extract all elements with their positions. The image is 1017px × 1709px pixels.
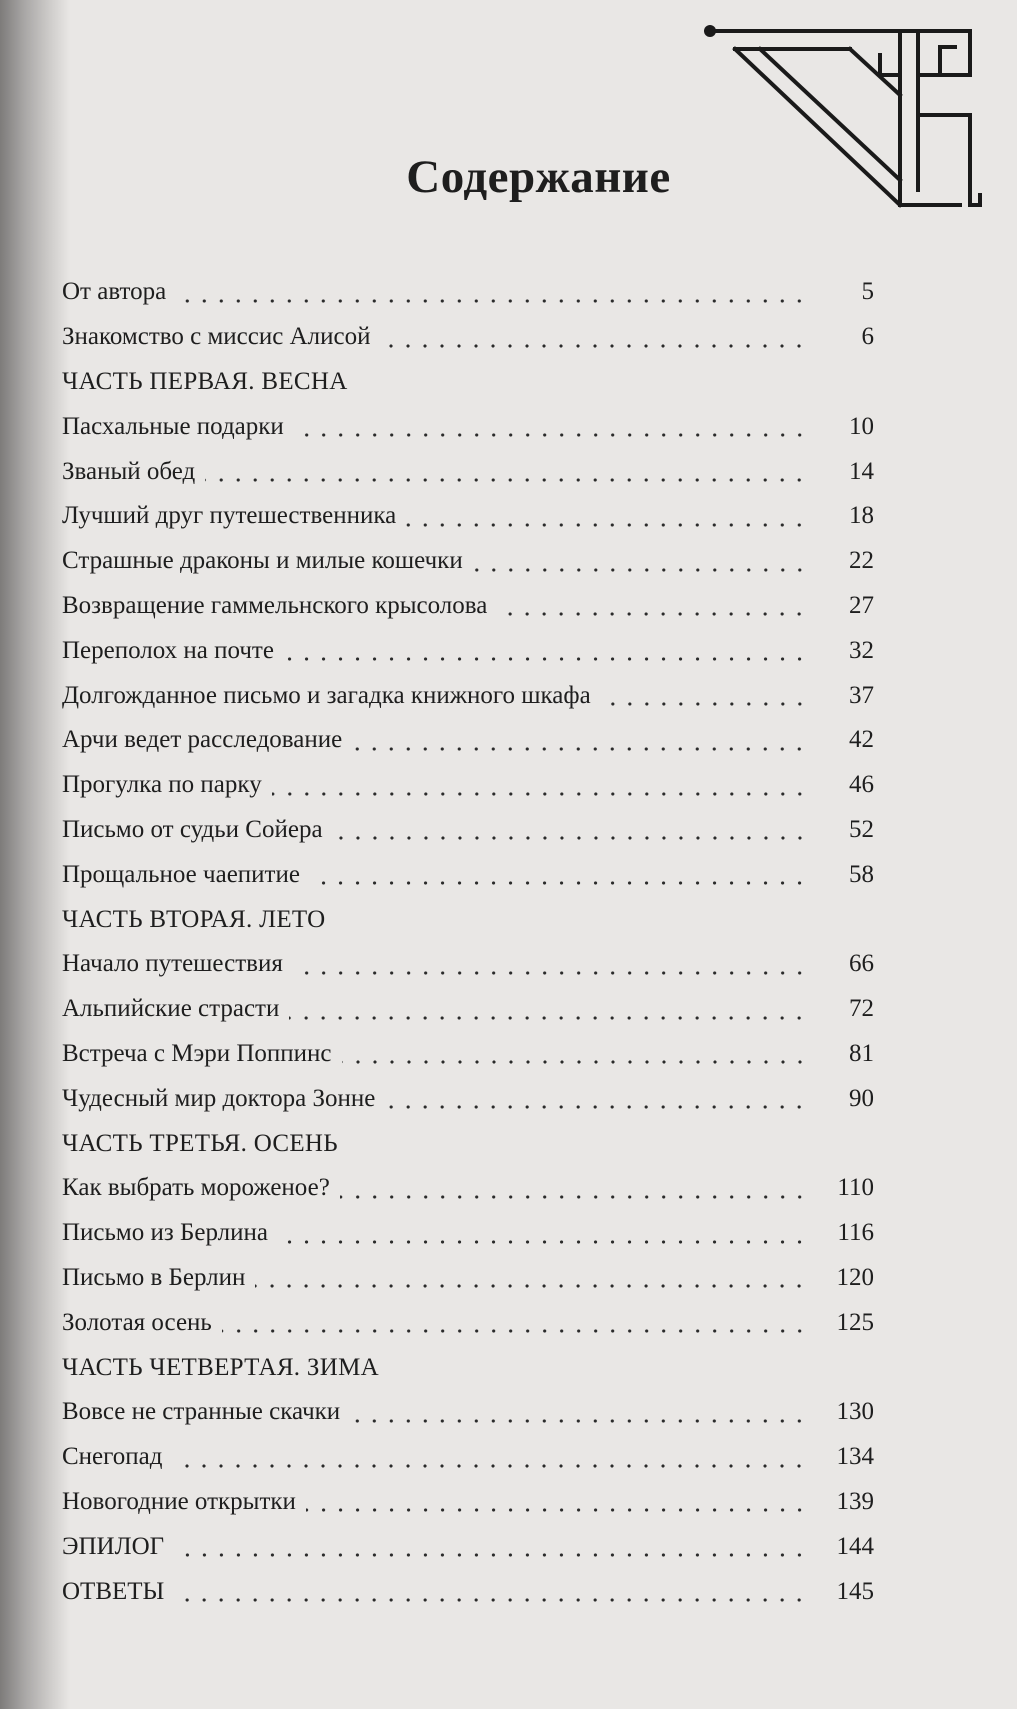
toc-entry [62,584,874,629]
toc-entry-label: Знакомство с миссис Алисой [62,323,371,351]
toc-section-heading [62,1345,874,1390]
toc-page-number: 58 [849,860,874,888]
toc-entry [62,987,874,1032]
toc-entry [62,718,874,763]
toc-entry [62,539,874,584]
dot-leader [350,1400,808,1425]
toc-entry-label: Вовсе не странные скачки [62,1398,341,1426]
toc-entry-label: Письмо в Берлин [62,1263,246,1291]
toc-entry-label: От автора [62,278,167,306]
dot-leader [406,504,808,529]
toc-entry [62,763,874,808]
toc-entry-label: ЧАСТЬ ПЕРВАЯ. ВЕСНА [62,367,348,395]
dot-leader [293,952,808,977]
toc-entry-label: Возвращение гаммельнского крысолова [62,591,488,619]
toc-entry-label: Званый обед [62,457,196,485]
toc-entry [62,1569,874,1614]
dot-leader [306,1489,808,1514]
dot-leader [174,1534,808,1559]
dot-leader [174,1579,808,1604]
dot-leader [294,414,808,439]
dot-leader [272,773,808,798]
dot-leader [342,1041,809,1066]
toc-entry-label: Альпийские страсти [62,995,280,1023]
toc-entry-label: Письмо от судьи Сойера [62,815,323,843]
toc-entry-label: Арчи ведет расследование [62,726,343,754]
toc-entry [62,1435,874,1480]
toc-entry [62,942,874,987]
toc-entry-label: ЭПИЛОГ [62,1532,165,1560]
toc-entry-label: ЧАСТЬ ВТОРАЯ. ЛЕТО [62,905,326,933]
toc-page-number: 116 [837,1219,874,1247]
table-of-contents [62,270,874,1614]
toc-entry-label: Встреча с Мэри Поппинс [62,1039,332,1067]
toc-entry-label: Снегопад [62,1443,163,1471]
toc-section-heading [62,1121,874,1166]
toc-page-number: 66 [849,950,874,978]
toc-page-number: 22 [849,547,874,575]
toc-entry-label: Долгожданное письмо и загадка книжного шкафа [62,681,591,709]
toc-entry-label: Переполох на почте [62,636,274,664]
dot-leader [172,1445,808,1470]
toc-page-number: 42 [849,726,874,754]
toc-page-number: 145 [836,1577,874,1605]
toc-entry [62,1076,874,1121]
toc-entry-label: Страшные драконы и милые кошечки [62,547,463,575]
book-gutter-shadow [0,0,70,1709]
dot-leader [497,593,808,618]
toc-entry [62,1166,874,1211]
dot-leader [255,1265,808,1290]
toc-entry-label: Пасхальные подарки [62,412,284,440]
toc-entry [62,808,874,853]
toc-entry [62,1390,874,1435]
dot-leader [352,728,808,753]
toc-entry-label: Новогодние открытки [62,1487,296,1515]
dot-leader [333,817,808,842]
toc-page-number: 81 [849,1039,874,1067]
toc-entry [62,315,874,360]
toc-page-number: 37 [849,681,874,709]
toc-page-number: 134 [836,1443,874,1471]
toc-entry [62,1032,874,1077]
toc-entry [62,404,874,449]
toc-page-number: 125 [836,1308,874,1336]
dot-leader [340,1176,808,1201]
toc-page-number: 14 [849,457,874,485]
toc-entry [62,1480,874,1525]
toc-entry [62,449,874,494]
toc-entry-label: ЧАСТЬ ТРЕТЬЯ. ОСЕНЬ [62,1129,338,1157]
toc-entry [62,673,874,718]
toc-entry [62,628,874,673]
toc-entry-label: Чудесный мир доктора Зонне [62,1084,376,1112]
dot-leader [222,1310,808,1335]
toc-entry-label: Прогулка по парку [62,771,262,799]
toc-entry [62,1211,874,1256]
toc-page-number: 6 [861,323,874,351]
toc-page-number: 32 [849,636,874,664]
toc-section-heading [62,897,874,942]
toc-page-number: 144 [836,1532,874,1560]
toc-section-heading [62,360,874,405]
toc-entry-label: ЧАСТЬ ЧЕТВЕРТАЯ. ЗИМА [62,1353,379,1381]
toc-entry-label: Прощальное чаепитие [62,860,300,888]
toc-entry-label: Начало путешествия [62,950,283,978]
page-title: Содержание [406,151,671,203]
dot-leader [176,280,808,305]
toc-entry [62,852,874,897]
toc-entry-label: Письмо из Берлина [62,1219,268,1247]
dot-leader [473,549,808,574]
toc-entry-label: Лучший друг путешественника [62,502,397,530]
toc-page-number: 10 [849,412,874,440]
toc-page-number: 27 [849,591,874,619]
toc-page-number: 90 [849,1084,874,1112]
toc-page-number: 5 [861,278,874,306]
dot-leader [284,638,808,663]
toc-page-number: 46 [849,771,874,799]
dot-leader [380,325,808,350]
toc-page-number: 52 [849,815,874,843]
toc-entry-label: Как выбрать мороженое? [62,1174,330,1202]
dot-leader [289,997,808,1022]
toc-entry [62,1256,874,1301]
toc-entry [62,270,874,315]
toc-page-number: 130 [836,1398,874,1426]
toc-page-number: 110 [837,1174,874,1202]
toc-entry [62,1524,874,1569]
toc-entry-label: ОТВЕТЫ [62,1577,165,1605]
dot-leader [310,862,808,887]
dot-leader [205,459,808,484]
dot-leader [278,1221,808,1246]
dot-leader [601,683,808,708]
toc-page-number: 120 [836,1263,874,1291]
toc-page-number: 18 [849,502,874,530]
toc-page-number: 72 [849,995,874,1023]
dot-leader [385,1086,808,1111]
toc-page-number: 139 [836,1487,874,1515]
toc-entry [62,1300,874,1345]
toc-entry-label: Золотая осень [62,1308,212,1336]
toc-entry [62,494,874,539]
